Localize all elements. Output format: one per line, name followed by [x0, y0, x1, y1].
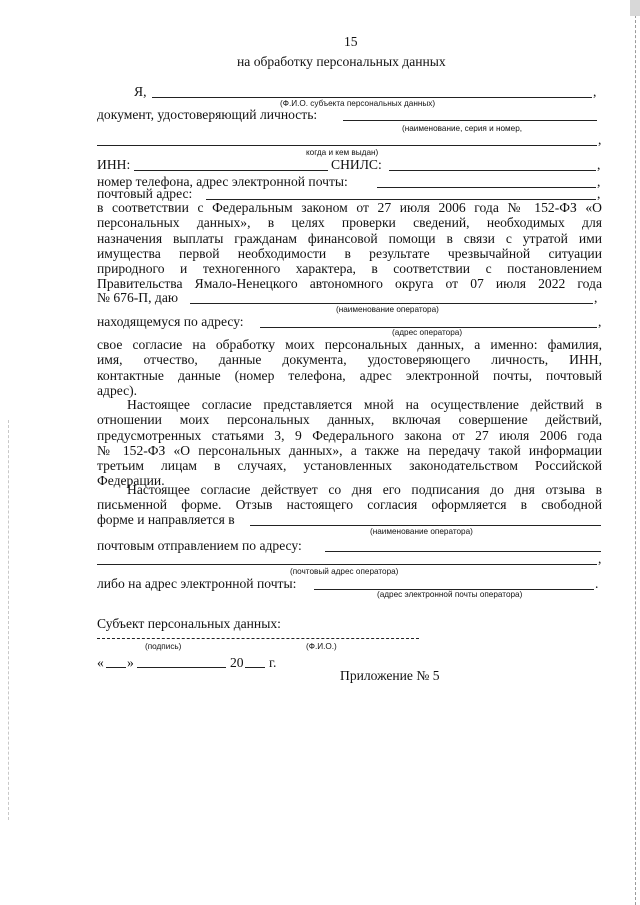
consent-paragraph-basis	[97, 200, 602, 292]
email-period: .	[595, 576, 599, 591]
paragraph-line: природного и техногенного характера, в соответствии с постановлением	[97, 261, 602, 277]
scan-edge-line	[634, 0, 636, 905]
postal-address-label: почтовый адрес:	[97, 186, 193, 201]
document-issued-field[interactable]	[97, 145, 597, 146]
paragraph-line: Федерации.	[97, 473, 165, 489]
post-address-field[interactable]	[325, 551, 601, 552]
paragraph-line: третьим лицам в случаях, установленных законодательством Российской	[97, 458, 602, 474]
post-address-caption: (почтовый адрес оператора)	[290, 567, 399, 576]
email-address-label: либо на адрес электронной почты:	[97, 576, 297, 591]
paragraph-line: Настоящее согласие представляется мной на осуществление действий в	[127, 397, 602, 412]
paragraph-line: Настоящее согласие действует со дня его подписания до дня отзыва в	[127, 482, 602, 497]
operator-address-caption: (адрес оператора)	[392, 328, 463, 337]
withdrawal-operator-field[interactable]	[250, 525, 601, 526]
fio-caption: (Ф.И.О. субъекта персональных данных)	[280, 99, 436, 108]
withdrawal-sent-to-label: форме и направляется в	[97, 512, 235, 527]
date-month-field[interactable]	[137, 667, 226, 668]
phone-email-field[interactable]	[377, 187, 596, 188]
post-address-field-2[interactable]	[97, 564, 597, 565]
date-quote-close: »	[127, 655, 134, 670]
form-title: на обработку персональных данных	[237, 54, 446, 69]
paragraph-line: назначения выплаты гражданам финансовой помощи в связи с утратой ими	[97, 230, 602, 246]
document-label: документ, удостоверяющий личность:	[97, 107, 318, 122]
snils-field[interactable]	[389, 170, 596, 171]
date-year-prefix: 20	[230, 655, 244, 670]
operator-name-field[interactable]	[190, 303, 593, 304]
address-comma: ,	[598, 314, 602, 329]
snils-comma: ,	[597, 157, 601, 172]
page-number: 15	[344, 34, 358, 49]
scan-edge-line-left	[8, 420, 10, 820]
date-day-field[interactable]	[106, 667, 126, 668]
consent-paragraph-data-list	[97, 337, 602, 398]
date-year-suffix: г.	[269, 655, 277, 670]
paragraph-line: отношении моих персональных данных, включая совершение действий,	[97, 412, 602, 428]
subject-label: Субъект персональных данных:	[97, 616, 281, 631]
document-issued-caption: когда и кем выдан)	[306, 148, 379, 157]
document-field[interactable]	[343, 120, 597, 121]
phone-comma: ,	[597, 174, 601, 189]
fio-signature-caption: (Ф.И.О.)	[306, 642, 337, 651]
email-address-caption: (адрес электронной почты оператора)	[377, 590, 523, 599]
operator-address-label: находящемуся по адресу:	[97, 314, 244, 329]
consent-paragraph-actions	[97, 397, 602, 489]
operator-comma: ,	[594, 290, 598, 305]
signature-line[interactable]	[97, 638, 419, 639]
inn-label: ИНН:	[97, 157, 131, 172]
paragraph-line: адрес).	[97, 382, 138, 398]
scan-corner-mark	[630, 0, 640, 16]
appendix-label: Приложение № 5	[340, 668, 440, 683]
paragraph-line: имущества первой необходимости в результате чрезвычайной ситуации	[97, 245, 602, 261]
phone-email-label: номер телефона, адрес электронной почты:	[97, 174, 348, 189]
paragraph-line: письменной форме. Отзыв настоящего согласия оформляется в свободной	[97, 497, 602, 513]
resolution-number-give: № 676-П, даю	[97, 290, 179, 305]
snils-label: СНИЛС:	[331, 157, 382, 172]
fio-comma: ,	[593, 84, 597, 99]
withdrawal-operator-caption: (наименование оператора)	[370, 527, 473, 536]
post-address-label: почтовым отправлением по адресу:	[97, 538, 302, 553]
date-quote-open: «	[97, 655, 104, 670]
signature-caption: (подпись)	[145, 642, 182, 651]
paragraph-line: предусмотренных статьями 3, 9 Федерального закона от 27 июля 2006 года	[97, 427, 602, 443]
document-comma: ,	[598, 132, 602, 147]
postal-comma: ,	[597, 186, 601, 201]
fio-field[interactable]	[152, 97, 592, 98]
paragraph-line: в соответствии с Федеральным законом от 27 июля 2006 года № 152-ФЗ «О	[97, 200, 602, 215]
consent-paragraph-withdrawal	[97, 482, 602, 513]
paragraph-line: № 152-ФЗ «О персональных данных», а также на передачу такой информации	[97, 442, 602, 458]
date-year-field[interactable]	[245, 667, 265, 668]
post-address-comma: ,	[598, 551, 602, 566]
paragraph-line: свое согласие на обработку моих персональных данных, а именно: фамилия,	[97, 337, 602, 352]
paragraph-line: контактные данные (номер телефона, адрес электронной почты, почтовый	[97, 367, 602, 383]
paragraph-line: имя, отчество, данные документа, удостоверяющего личность, ИНН,	[97, 352, 602, 368]
paragraph-line: персональных данных», в целях проверки сведений, необходимых для	[97, 215, 602, 231]
inn-field[interactable]	[134, 170, 328, 171]
paragraph-line: Правительства Ямало-Ненецкого автономного округа от 07 июля 2022 года	[97, 276, 602, 292]
document-caption: (наименование, серия и номер,	[402, 124, 523, 133]
operator-name-caption: (наименование оператора)	[336, 305, 439, 314]
fio-prefix: Я,	[134, 84, 147, 99]
